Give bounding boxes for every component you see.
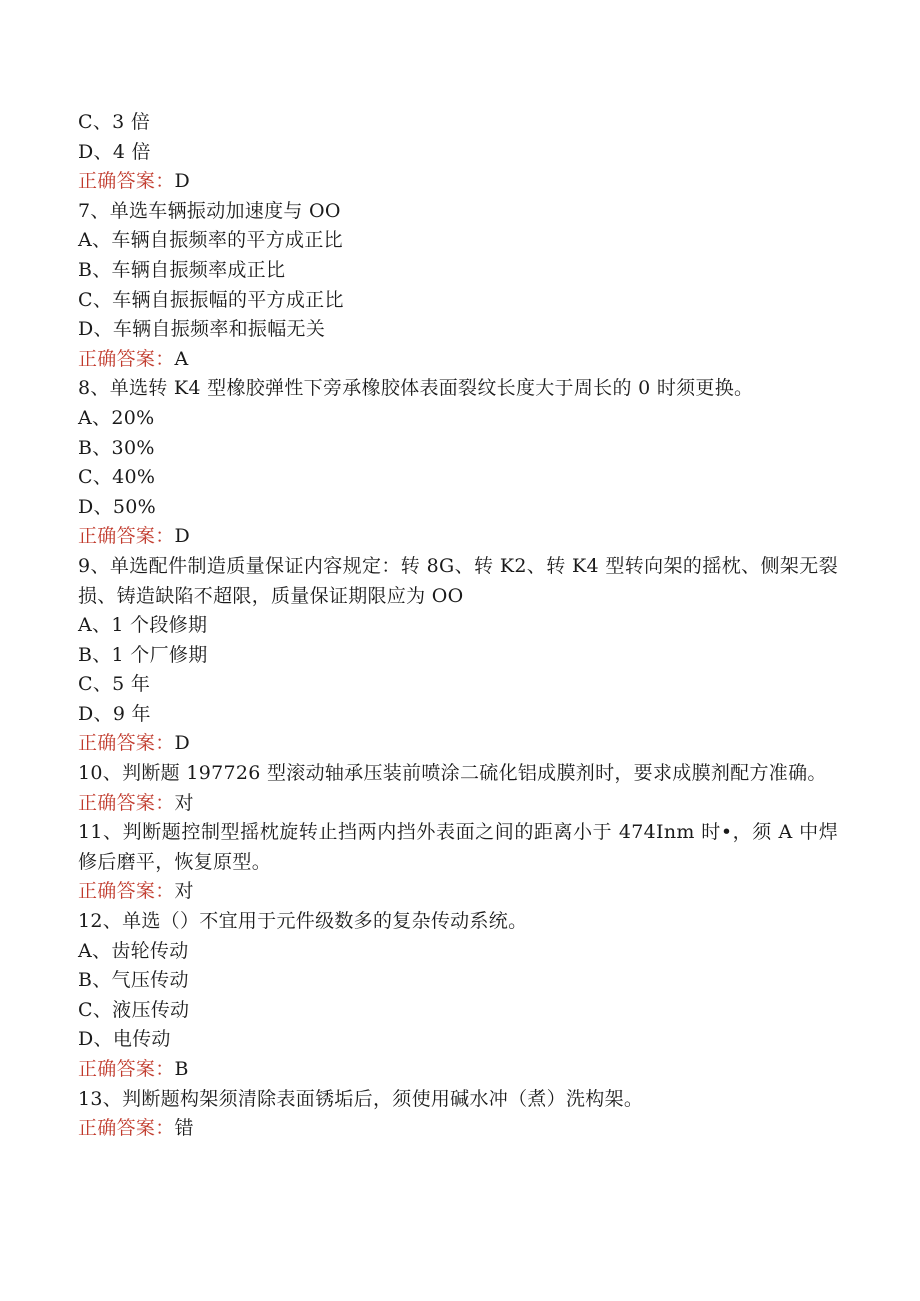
option-text: D、4 倍 (78, 140, 151, 163)
answer-value: D (174, 525, 191, 548)
answer-value: 错 (174, 1117, 194, 1140)
answer-value: B (174, 1058, 189, 1080)
answer-line (78, 729, 838, 759)
answer-label: 正确答案： (78, 791, 175, 814)
option-text: A、齿轮传动 (78, 939, 189, 962)
option-text: C、3 倍 (78, 111, 151, 133)
option-text: B、30% (78, 436, 155, 459)
answer-value: D (174, 732, 191, 755)
question-text: 8、单选转 K4 型橡胶弹性下旁承橡胶体表面裂纹长度大于周长的 0 时须更换。 (78, 377, 754, 400)
answer-line (78, 1055, 838, 1085)
answer-label: 正确答案： (78, 732, 175, 755)
answer-line (78, 345, 838, 375)
option-text: B、气压传动 (78, 969, 189, 992)
option-text: C、车辆自振振幅的平方成正比 (78, 288, 344, 311)
option-text: A、20% (78, 406, 155, 429)
option-text: D、9 年 (78, 702, 151, 725)
answer-label: 正确答案： (78, 1117, 175, 1140)
answer-label: 正确答案： (78, 170, 175, 193)
question-text: 11、判断题控制型摇枕旋转止挡两内挡外表面之间的距离小于 474Inm 时•，须 A 中焊修后磨平，恢复原型。 (78, 821, 838, 873)
answer-value: 对 (174, 791, 194, 814)
option-text: A、车辆自振频率的平方成正比 (78, 229, 343, 252)
question-text: 7、单选车辆振动加速度与 OO (78, 199, 341, 222)
answer-line (78, 789, 838, 819)
answer-line (78, 1114, 838, 1144)
option-text: C、液压传动 (78, 998, 190, 1021)
question-text: 9、单选配件制造质量保证内容规定：转 8G、转 K2、转 K4 型转向架的摇枕、侧架无裂损、铸造缺陷不超限，质量保证期限应为 OO (78, 554, 838, 607)
option-text: A、1 个段修期 (78, 614, 208, 637)
question-document (78, 108, 838, 1144)
option-text: D、50% (78, 495, 156, 518)
answer-label: 正确答案： (78, 1058, 175, 1080)
question-text: 12、单选（）不宜用于元件级数多的复杂传动系统。 (78, 910, 528, 933)
option-text: B、1 个厂修期 (78, 643, 208, 666)
option-text: D、车辆自振频率和振幅无关 (78, 318, 326, 341)
answer-line (78, 522, 838, 552)
answer-label: 正确答案： (78, 880, 175, 903)
option-text: B、车辆自振频率成正比 (78, 258, 286, 281)
answer-line (78, 877, 838, 907)
option-text: C、5 年 (78, 673, 151, 696)
question-text: 13、判断题构架须清除表面锈垢后，须使用碱水冲（煮）洗构架。 (78, 1087, 644, 1110)
answer-label: 正确答案： (78, 525, 175, 548)
answer-value: 对 (174, 880, 194, 903)
question-text: 10、判断题 197726 型滚动轴承压装前喷涂二硫化铝成膜剂时，要求成膜剂配方准确。 (78, 762, 827, 785)
answer-line (78, 167, 838, 197)
answer-value: D (174, 170, 191, 193)
option-text: D、电传动 (78, 1028, 171, 1051)
option-text: C、40% (78, 466, 156, 489)
answer-label: 正确答案： (78, 347, 175, 370)
answer-value: A (174, 347, 189, 370)
